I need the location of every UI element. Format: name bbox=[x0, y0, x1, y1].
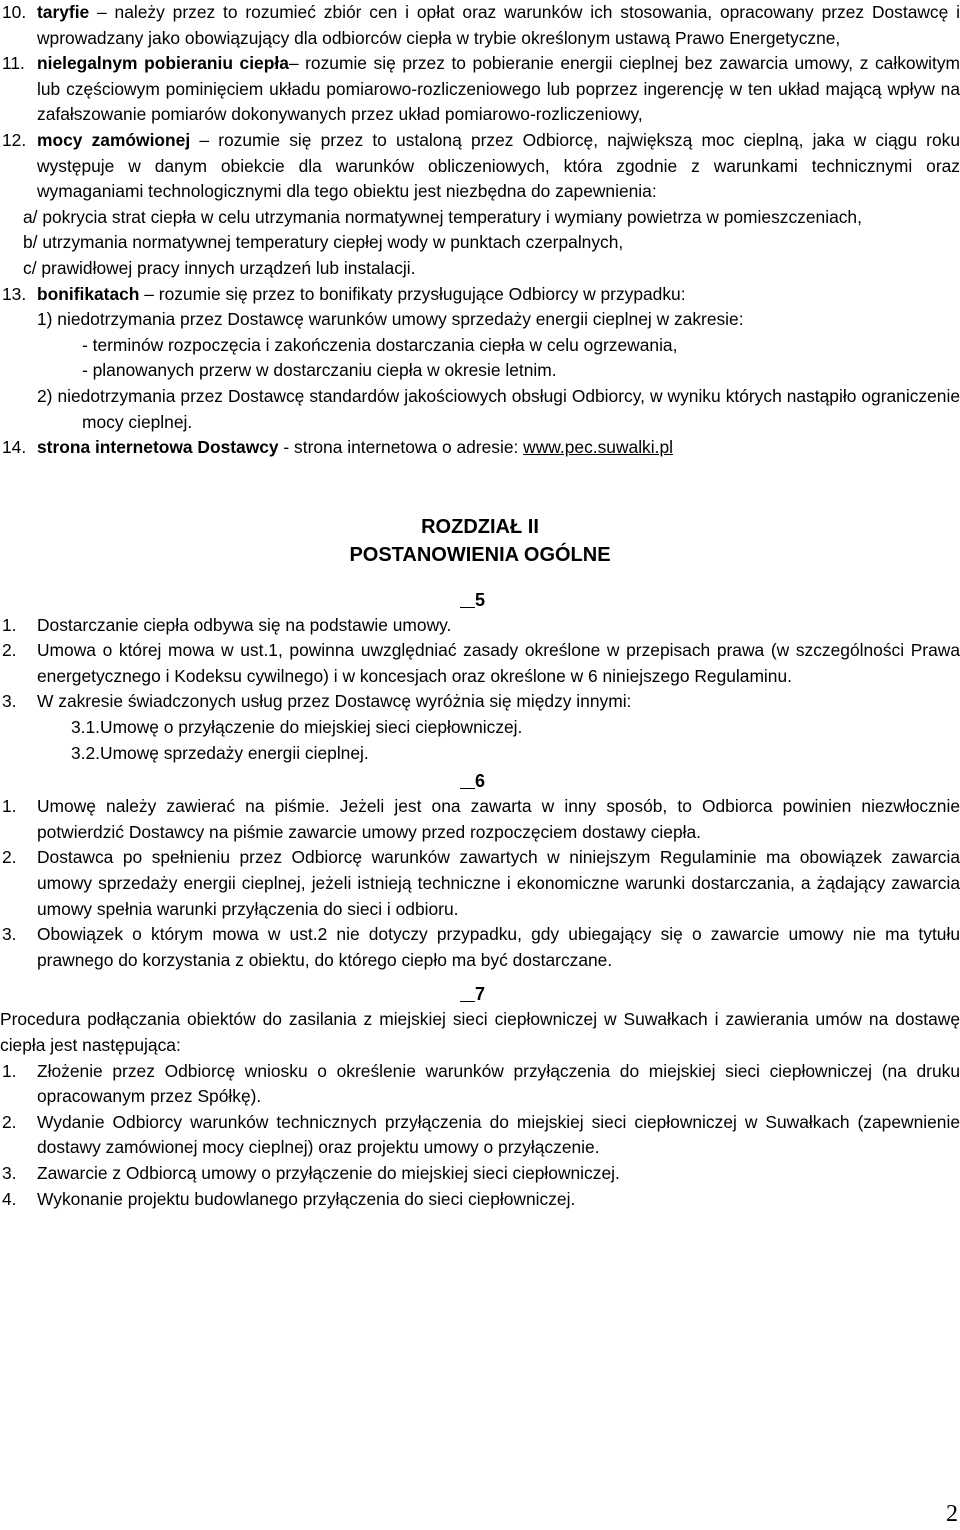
term: mocy zamówionej bbox=[37, 129, 191, 150]
definition-text: – należy przez to rozumieć zbiór cen i opłat oraz warunków ich stosowania, opracowany przez Dostawcę i wprowadzany jako obowiązujący dla odbiorców ciepła w trybie określonym ustawą Prawo Energetyczne, bbox=[37, 2, 960, 48]
item-text: Zawarcie z Odbiorcą umowy o przyłączenie do miejskiej sieci ciepłowniczej. bbox=[37, 1162, 620, 1183]
definition-text: – rozumie się przez to ustaloną przez Odbiorcę, największą moc cieplną, jaka w ciągu roku występuje w danym obiekcie dla warunków obliczeniowych, która zgodnie z warunkami technicznymi oraz wymaganiami technologicznymi dla tego obiektu jest niezbędna do zapewnienia: bbox=[37, 129, 960, 202]
paragraph-number: 5 bbox=[475, 589, 486, 610]
item-text: Umowa o której mowa w ust.1, powinna uwzględniać zasady określone w przepisach prawa (w szczególności Prawa energetycznego i Kodeksu cywilnego) i w koncesjach oraz określone w 6 niniejszego Regulaminu. bbox=[37, 640, 960, 686]
definition-text: – rozumie się przez to bonifikaty przysługujące Odbiorcy w przypadku: bbox=[139, 283, 686, 304]
definition-12-b: b/ utrzymania normatywnej temperatury ciepłej wody w punktach czerpalnych, bbox=[23, 232, 624, 253]
item-text: Dostawca po spełnieniu przez Odbiorcę warunków zawartych w niniejszym Regulaminie ma obowiązek zawarcia umowy sprzedaży energii cieplnej, jeżeli istnieją techniczne i ekonomiczne warunki dostarczania, a żądający zawarcia umowy spełnia warunki przyłączenia do sieci i odbioru. bbox=[37, 847, 960, 919]
website-link[interactable]: www.pec.suwalki.pl bbox=[523, 437, 673, 458]
item-number: 1. bbox=[2, 614, 17, 635]
paragraph-5-item-2 bbox=[0, 638, 960, 689]
section-sign bbox=[460, 984, 475, 1004]
paragraph-6-heading bbox=[0, 768, 960, 794]
paragraph-7-item-4 bbox=[0, 1187, 960, 1213]
paragraph-7-item-2 bbox=[0, 1110, 960, 1161]
page-number: 2 bbox=[946, 1501, 958, 1528]
definition-12-a: a/ pokrycia strat ciepła w celu utrzymania normatywnej temperatury i wymiany powietrza w pomieszczeniach, bbox=[23, 206, 862, 227]
definition-text: – rozumie się przez to pobieranie energii cieplnej bez zawarcia umowy, z całkowitym lub częściowym pominięciem układu pomiarowo-rozliczeniowego lub poprzez ingerencję w ten układ mającą wpływ na zafałszowanie pomiarów dokonywanych przez układ pomiarowo-rozliczeniowy, bbox=[37, 53, 960, 125]
item-text: Wydanie Odbiorcy warunków technicznych przyłączenia do miejskiej sieci ciepłowniczej w Suwałkach (zapewnienie dostawy zamówionej mocy cieplnej) oraz projektu umowy o przyłączenie. bbox=[37, 1111, 960, 1158]
chapter-number: ROZDZIAŁ II bbox=[421, 515, 539, 538]
term: nielegalnym pobieraniu ciepła bbox=[37, 53, 289, 74]
term: bonifikatach bbox=[37, 283, 140, 304]
item-number: 3. bbox=[2, 1162, 17, 1183]
definition-10 bbox=[0, 0, 960, 51]
item-text: Umowę należy zawierać na piśmie. Jeżeli jest ona zawarta w inny sposób, to Odbiorca powinien niezwłocznie potwierdzić Dostawcy na piśmie zawarcie umowy przed rozpoczęciem dostawy ciepła. bbox=[37, 796, 960, 842]
definition-text: - strona internetowa o adresie: bbox=[278, 437, 524, 458]
item-number: 2. bbox=[2, 847, 17, 868]
paragraph-6-item-2 bbox=[0, 845, 960, 922]
item-text: Wykonanie projektu budowlanego przyłączenia do sieci ciepłowniczej. bbox=[37, 1188, 576, 1209]
term: strona internetowa Dostawcy bbox=[37, 437, 279, 458]
definition-12 bbox=[0, 128, 960, 205]
item-number: 10. bbox=[2, 2, 27, 22]
paragraph-7-heading bbox=[0, 981, 960, 1007]
item-text: Dostarczanie ciepła odbywa się na podstawie umowy. bbox=[37, 614, 452, 635]
item-number: 11. bbox=[2, 53, 25, 74]
item-number: 1. bbox=[2, 1060, 17, 1081]
item-number: 4. bbox=[2, 1188, 17, 1209]
item-text: W zakresie świadczonych usług przez Dostawcę wyróżnia się między innymi: bbox=[37, 691, 632, 712]
section-sign bbox=[460, 590, 475, 610]
definition-13-dash-2: - planowanych przerw w dostarczaniu ciepła w okresie letnim. bbox=[82, 360, 557, 381]
item-text: Obowiązek o którym mowa w ust.2 nie dotyczy przypadku, gdy ubiegający się o zawarcie umowy nie ma tytułu prawnego do korzystania z obiektu, do którego ciepło ma być dostarczane. bbox=[37, 924, 960, 970]
item-number: 3. bbox=[2, 924, 17, 945]
paragraph-7-item-1 bbox=[0, 1059, 960, 1110]
paragraph-5-item-1 bbox=[0, 613, 960, 639]
paragraph-6-item-1 bbox=[0, 794, 960, 845]
paragraph-6-item-3 bbox=[0, 922, 960, 973]
paragraph-5-item-3-2: 3.2.Umowę sprzedaży energii cieplnej. bbox=[71, 742, 369, 763]
paragraph-number: 7 bbox=[475, 984, 486, 1005]
item-number: 2. bbox=[2, 640, 17, 661]
item-number: 14. bbox=[2, 437, 27, 458]
definition-13 bbox=[0, 282, 960, 308]
definition-13-point-2: 2) niedotrzymania przez Dostawcę standardów jakościowych obsługi Odbiorcy, w wyniku których nastąpiło ograniczenie mocy cieplnej. bbox=[37, 385, 960, 432]
item-number: 3. bbox=[2, 691, 17, 712]
item-text: Złożenie przez Odbiorcę wniosku o określenie warunków przyłączenia do miejskiej sieci ciepłowniczej (na druku opracowanym przez Spółkę). bbox=[37, 1060, 960, 1107]
item-number: 1. bbox=[2, 796, 17, 817]
term: taryfie bbox=[37, 2, 90, 22]
item-number: 13. bbox=[2, 283, 27, 304]
paragraph-5-heading bbox=[0, 587, 960, 613]
paragraph-7-intro: Procedura podłączania obiektów do zasilania z miejskiej sieci ciepłowniczej w Suwałkach i zawierania umów na dostawę ciepła jest następująca: bbox=[0, 1009, 960, 1055]
definition-12-c: c/ prawidłowej pracy innych urządzeń lub instalacji. bbox=[23, 257, 416, 278]
chapter-title: POSTANOWIENIA OGÓLNE bbox=[349, 543, 611, 566]
paragraph-5-item-3-1: 3.1.Umowę o przyłączenie do miejskiej sieci ciepłowniczej. bbox=[71, 717, 523, 738]
section-sign bbox=[460, 771, 475, 791]
definition-11 bbox=[0, 51, 960, 128]
paragraph-number: 6 bbox=[475, 771, 486, 792]
paragraph-5-item-3 bbox=[0, 689, 960, 715]
definition-14 bbox=[0, 435, 960, 461]
item-number: 12. bbox=[2, 129, 27, 150]
definition-13-dash-1: - terminów rozpoczęcia i zakończenia dostarczania ciepła w celu ogrzewania, bbox=[82, 334, 678, 355]
paragraph-7-item-3 bbox=[0, 1161, 960, 1187]
item-number: 2. bbox=[2, 1111, 17, 1132]
definition-13-point-1: 1) niedotrzymania przez Dostawcę warunków umowy sprzedaży energii cieplnej w zakresie: bbox=[37, 309, 744, 330]
